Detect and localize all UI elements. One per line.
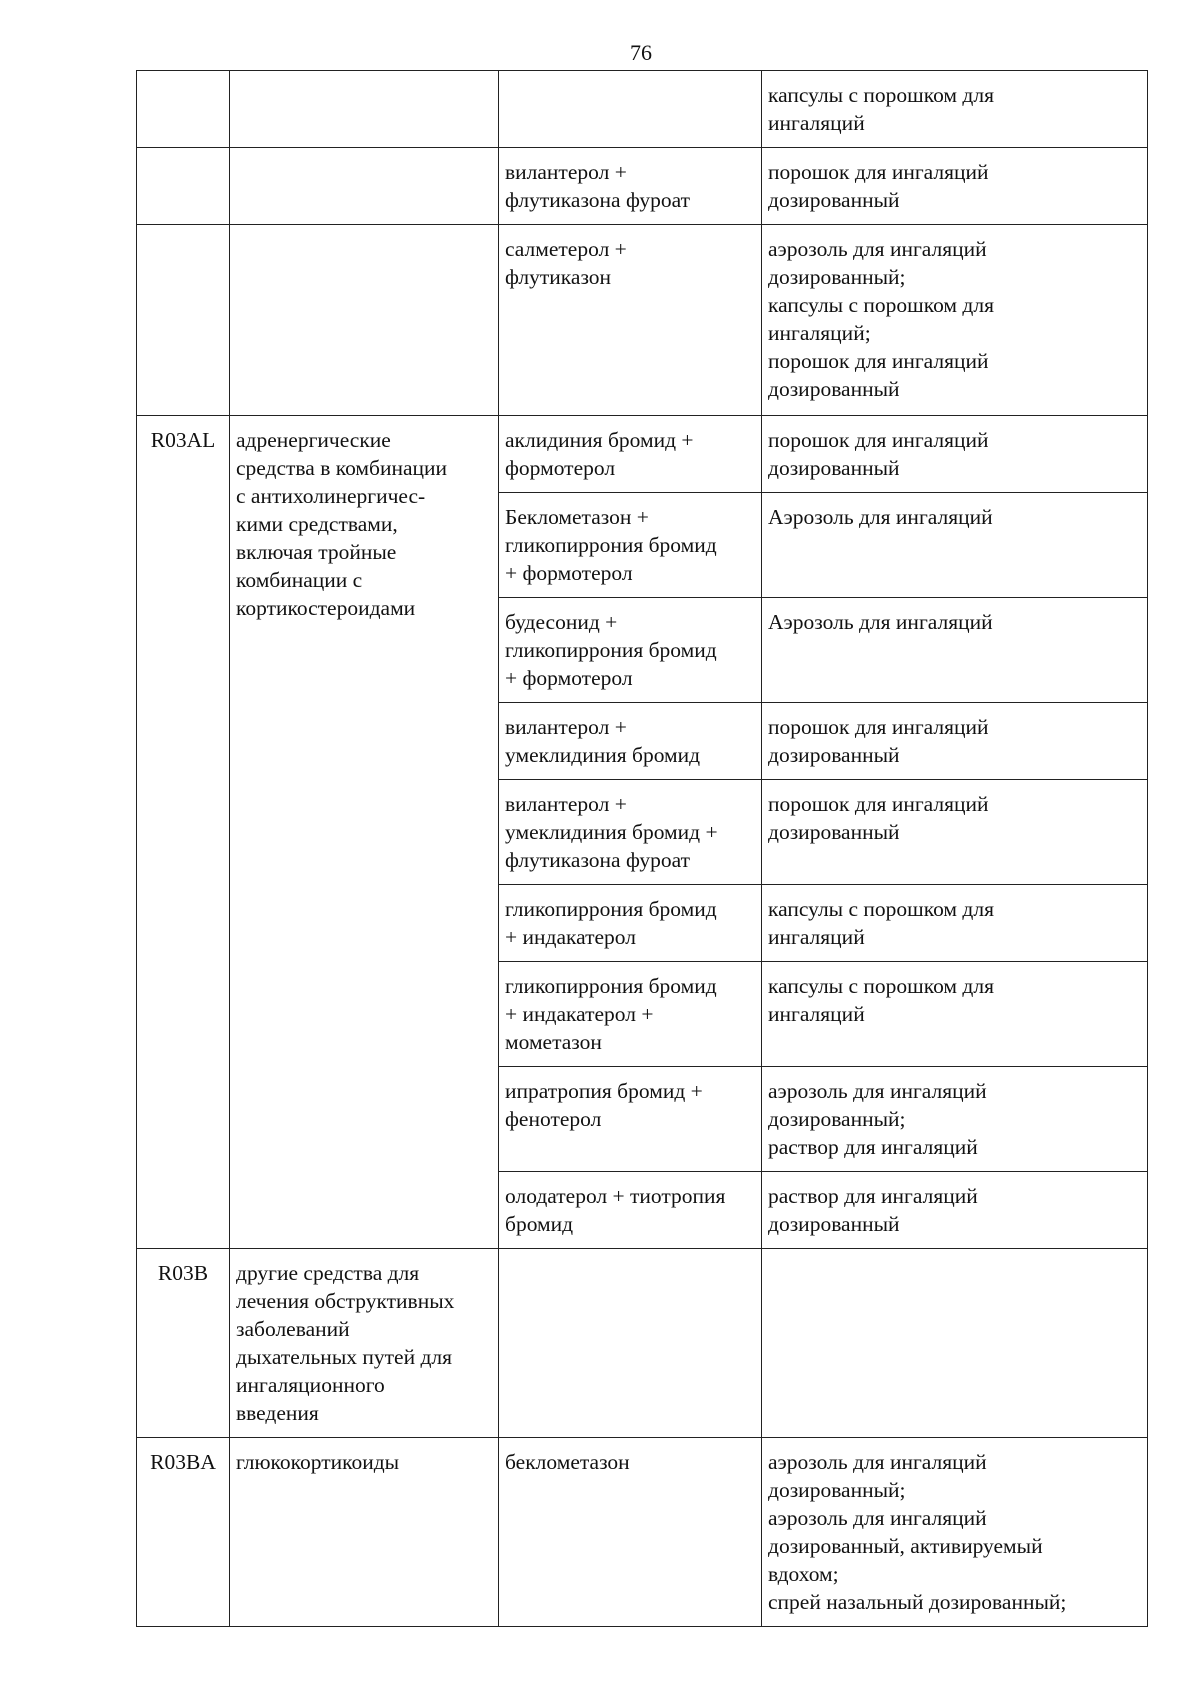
atc-code: R03AL — [150, 428, 216, 452]
drug-name: Беклометазон + гликопиррония бромид + формотерол — [505, 505, 717, 585]
drug-cell — [499, 1438, 762, 1627]
atc-code-cell — [137, 148, 230, 225]
dosage-form-cell — [762, 148, 1148, 225]
dosage-form-cell — [762, 1067, 1148, 1172]
dosage-form-cell — [762, 885, 1148, 962]
table-row — [137, 416, 1148, 493]
drug-cell — [499, 416, 762, 493]
drug-name: олодатерол + тиотропия бромид — [505, 1184, 726, 1236]
drug-cell — [499, 493, 762, 598]
drug-name: вилантерол + умеклидиния бромид — [505, 715, 701, 767]
dosage-form: порошок для ингаляций дозированный — [768, 715, 989, 767]
group-cell — [230, 71, 499, 148]
page-number: 76 — [630, 40, 652, 65]
dosage-form: капсулы с порошком для ингаляций — [768, 897, 994, 949]
dosage-form: порошок для ингаляций дозированный — [768, 792, 989, 844]
dosage-form: аэрозоль для ингаляций дозированный; капсулы с порошком для ингаляций; порошок для ингаляций дозированный — [768, 237, 994, 401]
drug-table — [136, 70, 1148, 1627]
group-name: адренергические средства в комбинации с антихолинергичес- кими средствами, включая тройные комбинации с кортикостероидами — [236, 428, 448, 620]
dosage-form-cell — [762, 1438, 1148, 1627]
dosage-form: раствор для ингаляций дозированный — [768, 1184, 978, 1236]
atc-code-cell — [137, 71, 230, 148]
group-cell — [230, 1438, 499, 1627]
group-cell — [230, 148, 499, 225]
table-row — [137, 225, 1148, 416]
dosage-form: аэрозоль для ингаляций дозированный; раствор для ингаляций — [768, 1079, 987, 1159]
group-cell — [230, 1249, 499, 1438]
drug-cell — [499, 71, 762, 148]
dosage-form: капсулы с порошком для ингаляций — [768, 974, 994, 1026]
drug-cell — [499, 962, 762, 1067]
drug-cell — [499, 885, 762, 962]
dosage-form: порошок для ингаляций дозированный — [768, 428, 989, 480]
drug-name: гликопиррония бромид + индакатерол + мометазон — [505, 974, 717, 1054]
drug-name: аклидиния бромид + формотерол — [505, 428, 694, 480]
dosage-form-cell — [762, 703, 1148, 780]
table-row — [137, 1438, 1148, 1627]
drug-name: ипратропия бромид + фенотерол — [505, 1079, 703, 1131]
atc-code-cell — [137, 225, 230, 416]
dosage-form-cell — [762, 225, 1148, 416]
drug-cell — [499, 703, 762, 780]
dosage-form-cell — [762, 71, 1148, 148]
drug-cell — [499, 780, 762, 885]
atc-code-cell — [137, 416, 230, 1249]
table-row — [137, 1249, 1148, 1438]
dosage-form: порошок для ингаляций дозированный — [768, 160, 989, 212]
group-name: другие средства для лечения обструктивных заболеваний дыхательных путей для ингаляционного введения — [236, 1261, 455, 1425]
table-row — [137, 71, 1148, 148]
drug-name: гликопиррония бромид + индакатерол — [505, 897, 717, 949]
dosage-form-cell — [762, 493, 1148, 598]
atc-code: R03BA — [150, 1450, 216, 1474]
drug-name: вилантерол + умеклидиния бромид + флутиказона фуроат — [505, 792, 718, 872]
drug-cell — [499, 598, 762, 703]
dosage-form-cell — [762, 1172, 1148, 1249]
dosage-form-cell — [762, 416, 1148, 493]
dosage-form: Аэрозоль для ингаляций — [768, 505, 993, 529]
group-name: глюкокортикоиды — [236, 1450, 400, 1474]
drug-name: беклометазон — [505, 1450, 630, 1474]
drug-name: вилантерол + флутиказона фуроат — [505, 160, 691, 212]
atc-code-cell — [137, 1438, 230, 1627]
drug-name: салметерол + флутиказон — [505, 237, 627, 289]
drug-cell — [499, 225, 762, 416]
dosage-form: капсулы с порошком для ингаляций — [768, 83, 994, 135]
drug-cell — [499, 1067, 762, 1172]
drug-cell — [499, 148, 762, 225]
dosage-form: аэрозоль для ингаляций дозированный; аэрозоль для ингаляций дозированный, активируемый вдохом; спрей назальный дозированный; — [768, 1450, 1067, 1614]
atc-code: R03B — [157, 1261, 209, 1285]
drug-cell — [499, 1172, 762, 1249]
atc-code-cell — [137, 1249, 230, 1438]
dosage-form-cell — [762, 1249, 1148, 1438]
dosage-form: Аэрозоль для ингаляций — [768, 610, 993, 634]
group-cell — [230, 225, 499, 416]
dosage-form-cell — [762, 780, 1148, 885]
dosage-form-cell — [762, 598, 1148, 703]
dosage-form-cell — [762, 962, 1148, 1067]
table-row — [137, 148, 1148, 225]
group-cell — [230, 416, 499, 1249]
drug-name: будесонид + гликопиррония бромид + формотерол — [505, 610, 717, 690]
drug-cell — [499, 1249, 762, 1438]
